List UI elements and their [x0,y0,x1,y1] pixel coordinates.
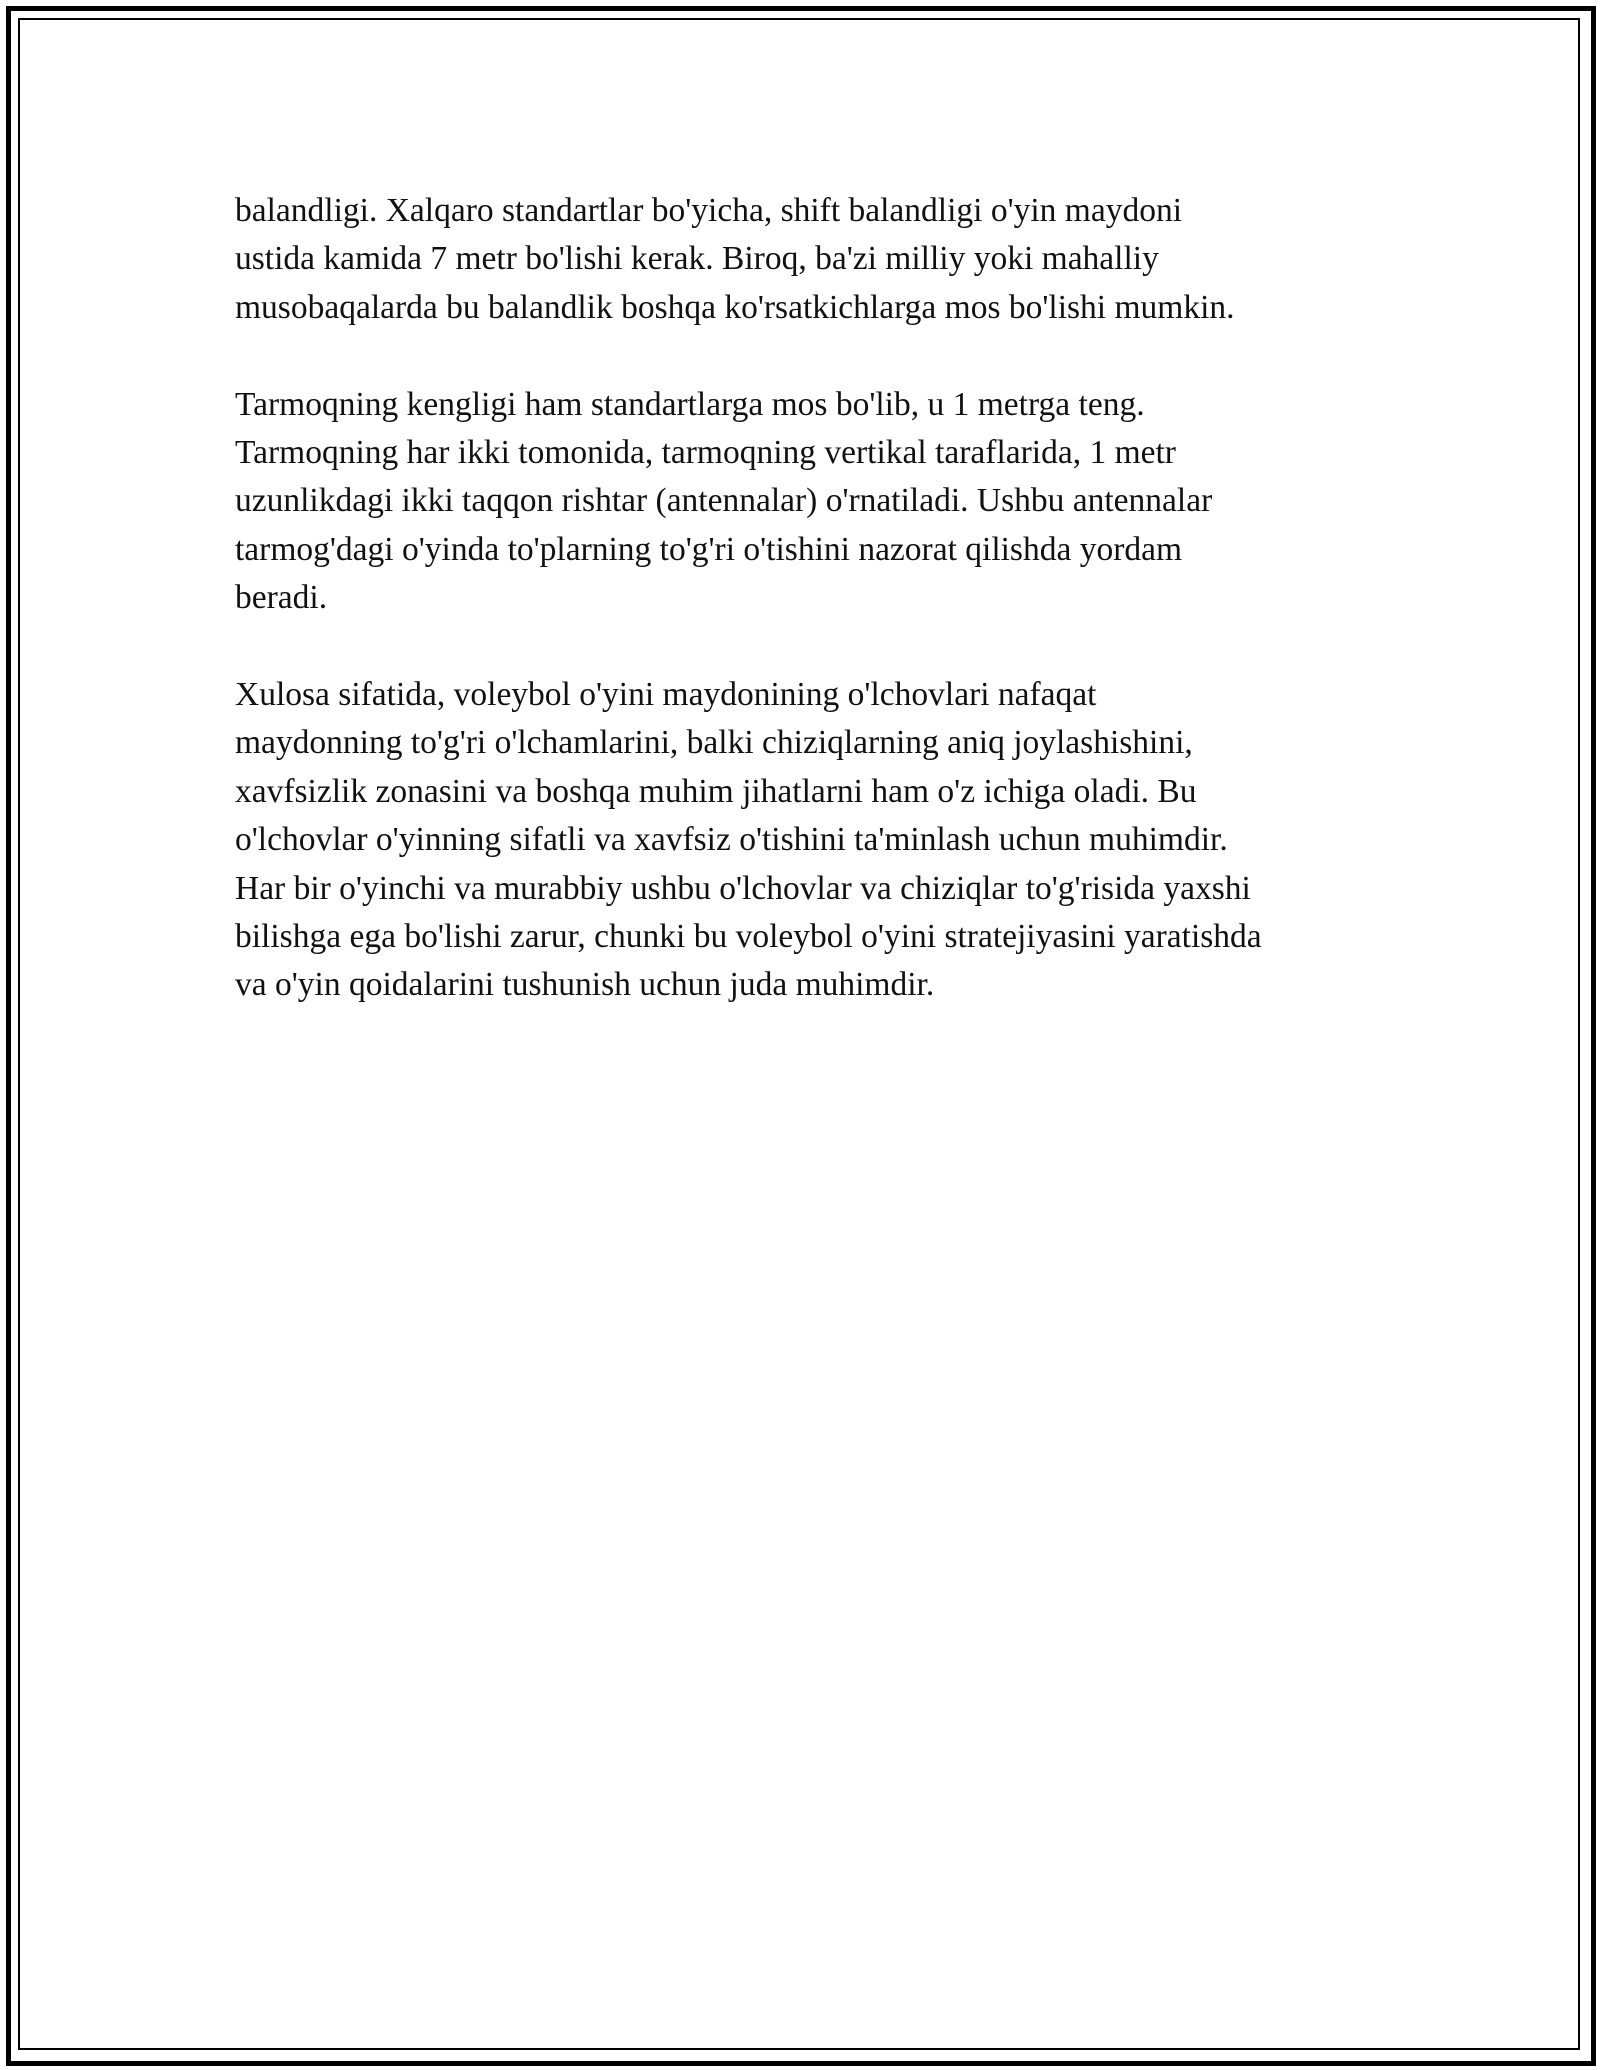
text-line: Har bir o'yinchi va murabbiy ushbu o'lchovlar va chiziqlar to'g'risida yaxshi [235,869,1251,907]
text-line: ustida kamida 7 metr bo'lishi kerak. Biroq, ba'zi milliy yoki mahalliy [235,240,1159,278]
text-line: uzunlikdagi ikki taqqon rishtar (antennalar) o'rnatiladi. Ushbu antennalar [235,482,1213,520]
paragraph-net-width [235,381,1385,623]
text-line: va o'yin qoidalarini tushunish uchun juda muhimdir. [235,966,935,1004]
paragraph-ceiling-height [235,187,1385,332]
text-line: Xulosa sifatida, voleybol o'yini maydonining o'lchovlari nafaqat [235,676,1097,714]
text-line: Tarmoqning kengligi ham standartlarga mos bo'lib, u 1 metrga teng. [235,385,1145,423]
text-line: Tarmoqning har ikki tomonida, tarmoqning vertikal taraflarida, 1 metr [235,434,1176,472]
text-line: musobaqalarda bu balandlik boshqa ko'rsatkichlarga mos bo'lishi mumkin. [235,288,1235,326]
text-line: balandligi. Xalqaro standartlar bo'yicha, shift balandligi o'yin maydoni [235,192,1183,229]
text-line: xavfsizlik zonasini va boshqa muhim jihatlarni ham o'z ichiga oladi. Bu [235,772,1197,810]
text-line: maydonning to'g'ri o'lchamlarini, balki chiziqlarning aniq joylashishini, [235,724,1193,762]
text-line: tarmog'dagi o'yinda to'plarning to'g'ri o'tishini nazorat qilishda yordam [235,530,1183,568]
text-line: o'lchovlar o'yinning sifatli va xavfsiz o'tishini ta'minlash uchun muhimdir. [235,821,1228,859]
paragraph-conclusion [235,671,1385,1010]
document-body [235,187,1385,1058]
text-line: bilishga ega bo'lishi zarur, chunki bu voleybol o'yini stratejiyasini yaratishda [235,918,1262,956]
text-line: beradi. [235,579,328,617]
